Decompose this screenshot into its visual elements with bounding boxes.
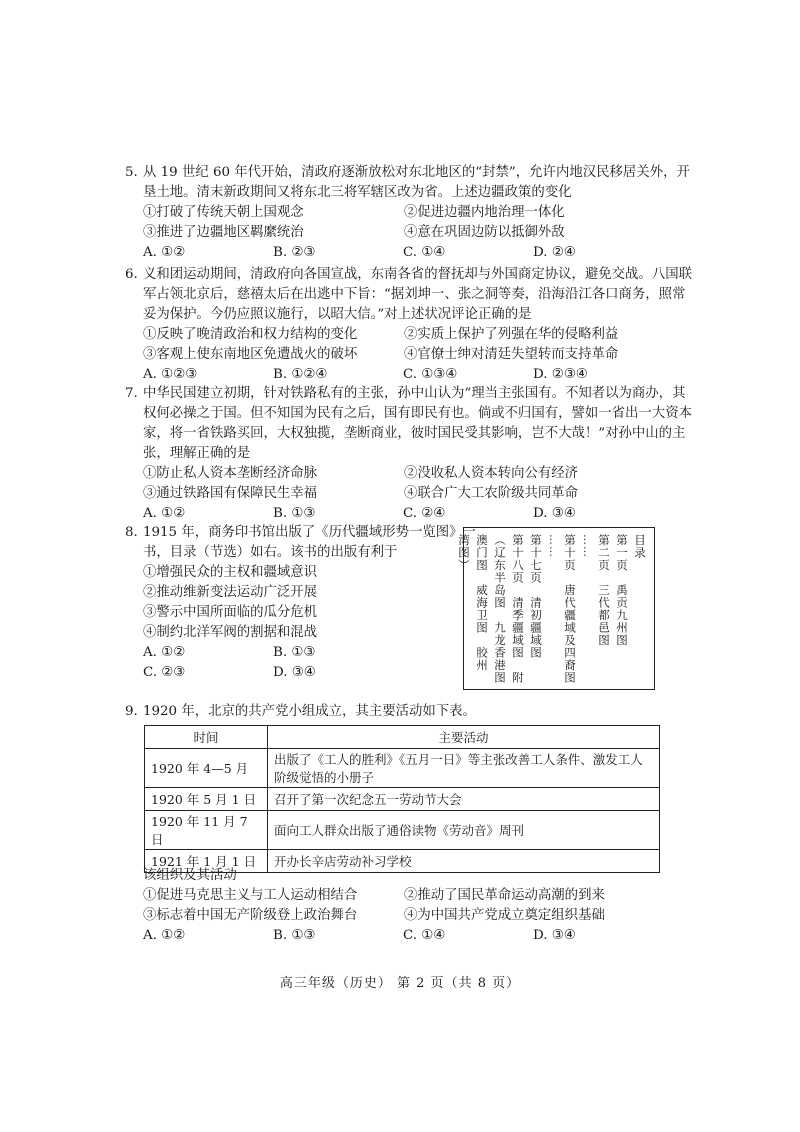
statement-option: ④制约北洋军阀的割据和混战 [143,625,318,640]
statement-option: ④联合广大工农阶级共同革命 [404,486,579,501]
toc-columns [456,534,648,684]
statement-option: ②推动维新变法运动广泛开展 [143,585,318,600]
activity-cell: 开办长辛店劳动补习学校 [268,850,660,873]
toc-ellipsis: …… [547,534,560,558]
toc-entry: 湾图） [457,534,471,572]
question-text: 该组织及其活动 [143,868,237,883]
question-9-options [125,866,665,946]
activity-text: 阶级觉悟的小册子 [274,770,375,785]
answer-choice-a[interactable]: A. ①② [143,245,186,260]
statement-option: ④为中国共产党成立奠定组织基础 [404,908,605,923]
question-number: 7. [125,386,138,401]
statement-option: ②推动了国民革命运动高潮的到来 [404,888,605,903]
page-footer: 高三年级（历史） 第 2 页（共 8 页） [279,976,521,991]
answer-choice-d[interactable]: D. ③④ [533,928,576,943]
statement-option: ③警示中国所面临的瓜分危机 [143,605,318,620]
question-text: 张，理解正确的是 [143,446,251,461]
activity-text: 出版了《工人的胜利》《五月一日》等主张改善工人条件、激发工人 [274,752,643,767]
question-text: 书，目录（节选）如右。该书的出版有利于 [143,545,398,560]
answer-choice-a[interactable]: A. ①② [143,645,186,660]
statement-option: ③标志着中国无产阶级登上政治舞台 [143,908,358,923]
answer-choice-c[interactable]: C. ①④ [403,245,446,260]
question-number: 8. [125,525,138,540]
time-cell: 1920 年 11 月 7 日 [145,811,268,850]
column-header-activity: 主要活动 [268,726,660,749]
answer-choice-c[interactable]: C. ②④ [403,506,446,521]
table-row [145,749,660,788]
table-of-contents-box [457,527,655,690]
statement-option: ①打破了传统天朝上国观念 [143,205,304,220]
answer-choice-d[interactable]: D. ③④ [533,506,576,521]
statement-option: ③通过铁路国有保障民生幸福 [143,486,318,501]
activity-cell [268,749,660,788]
question-text: 家，将一省铁路买回，大权独揽，垄断商业，彼时国民受其影响，岂不大哉！”对孙中山的主 [143,426,686,441]
answer-choice-b[interactable]: B. ①②④ [273,367,328,382]
answer-choice-d[interactable]: D. ②④ [533,245,576,260]
question-number: 9. [125,704,138,719]
answer-choice-a[interactable]: A. ①② [143,506,186,521]
answer-choice-b[interactable]: B. ①③ [273,928,316,943]
table-row [145,811,660,850]
activity-cell: 召开了第一次纪念五一劳动节大会 [268,788,660,811]
answer-choice-c[interactable]: C. ②③ [143,665,186,680]
toc-ellipsis: …… [581,534,594,558]
question-text: 军占领北京后，慈禧太后在出逃中下旨：“据刘坤一、张之洞等奏，沿海沿江各口商务，照常 [143,287,686,302]
answer-choice-b[interactable]: B. ②③ [273,245,316,260]
statement-option: ①防止私人资本垄断经济命脉 [143,466,318,481]
time-cell: 1921 年 1 月 1 日 [145,850,268,873]
question-text: 妥为保护。今仍应照议施行，以昭大信。”对上述状况评论正确的是 [143,307,532,322]
activities-table [144,725,660,873]
answer-choice-d[interactable]: D. ③④ [273,665,316,680]
time-cell: 1920 年 4—5 月 [145,749,268,788]
answer-choice-a[interactable]: A. ①② [143,928,186,943]
statement-option: ④官僚士绅对清廷失望转而支持革命 [404,347,619,362]
answer-choice-c[interactable]: C. ①③④ [403,367,458,382]
statement-option: ③推进了边疆地区羁縻统治 [143,225,304,240]
question-text: 权何必操之于国。但不知国为民有之后，国有即民有也。倘或不归国有，譬如一省出一大资本 [143,406,693,421]
toc-entry: 第十七页 清初疆域图 [529,534,543,659]
statement-option: ④意在巩固边防以抵御外敌 [404,225,565,240]
toc-entry: 第十页 唐代疆域及四裔图 [563,534,577,684]
table-header-row [145,726,660,749]
question-text: 1915 年，商务印书馆出版了《历代疆域形势一览图》一 [143,525,476,540]
toc-entry: 澳门图 威海卫图 胶州 [475,534,489,672]
question-text: 中华民国建立初期，针对铁路私有的主张，孙中山认为“理当主张国有。不知者以为商办，其 [143,386,686,401]
question-text: 垦土地。清末新政期间又将东北三将军辖区改为省。上述边疆政策的变化 [143,185,572,200]
table-row [145,788,660,811]
activity-cell: 面向工人群众出版了通俗读物《劳动音》周刊 [268,811,660,850]
question-number: 5. [125,165,138,180]
statement-option: ②没收私人资本转向公有经济 [404,466,579,481]
toc-entry: （辽东半岛图 九龙香港图 [493,534,507,684]
toc-entry: 第十八页 清季疆域图 附 [511,534,525,684]
question-6 [125,265,693,385]
question-text: 1920 年，北京的共产党小组成立，其主要活动如下表。 [143,704,476,719]
statement-option: ①反映了晚清政治和权力结构的变化 [143,327,358,342]
toc-heading: 目录 [633,534,647,559]
statement-option: ①促进马克思主义与工人运动相结合 [143,888,358,903]
question-5 [125,163,690,263]
time-cell: 1920 年 5 月 1 日 [145,788,268,811]
statement-option: ②促进边疆内地治理一体化 [404,205,565,220]
statement-option: ③客观上使东南地区免遭战火的破坏 [143,347,358,362]
statement-option: ②实质上保护了列强在华的侵略利益 [404,327,619,342]
answer-choice-c[interactable]: C. ①④ [403,928,446,943]
question-text: 义和团运动期间，清政府向各国宣战，东南各省的督抚却与外国商定协议，避免交战。八国联 [143,267,693,282]
question-9 [125,702,665,722]
toc-entry: 第一页 禹贡九州图 [615,534,629,647]
answer-choice-b[interactable]: B. ①③ [273,506,316,521]
question-text: 从 19 世纪 60 年代开始，清政府逐渐放松对东北地区的“封禁”，允许内地汉民移居关外，开 [143,165,690,180]
toc-entry: 第二页 三代都邑图 [597,534,611,647]
answer-choice-b[interactable]: B. ①③ [273,645,316,660]
question-7 [125,384,693,524]
answer-choice-a[interactable]: A. ①②③ [143,367,198,382]
answer-choice-d[interactable]: D. ②③④ [533,367,588,382]
question-number: 6. [125,267,138,282]
column-header-time: 时间 [145,726,268,749]
statement-option: ①增强民众的主权和疆域意识 [143,565,318,580]
